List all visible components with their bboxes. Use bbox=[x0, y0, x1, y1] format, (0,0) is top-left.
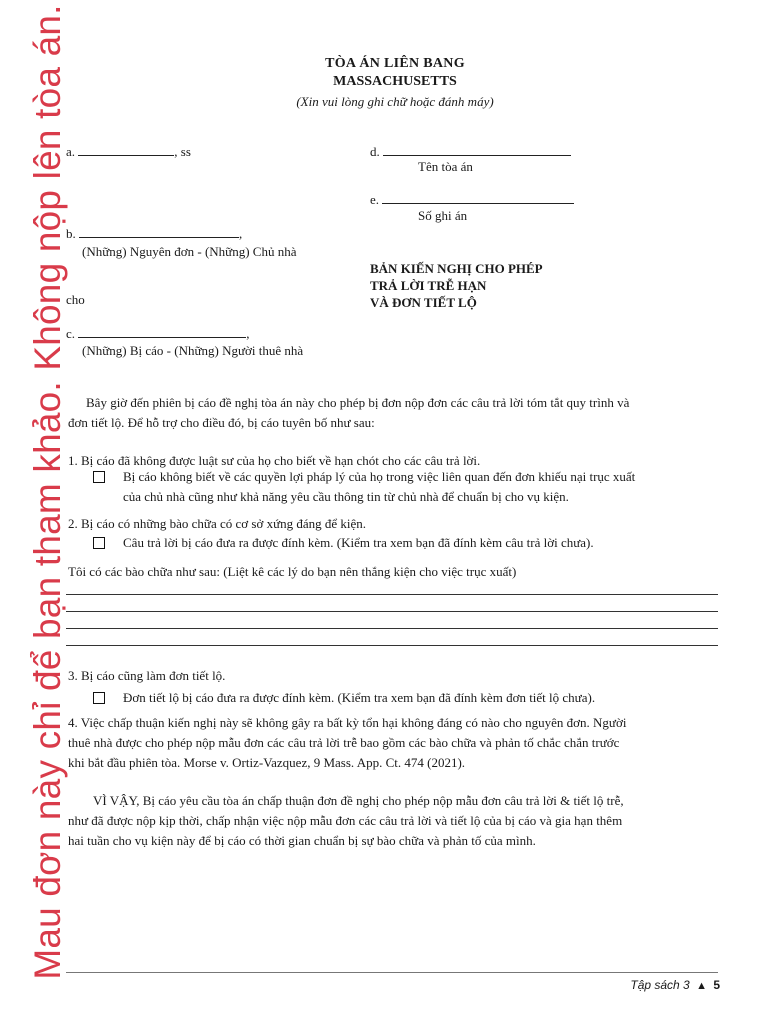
footer-booklet-label: Tập sách 3 bbox=[630, 978, 690, 992]
court-line bbox=[370, 144, 571, 160]
intro-paragraph bbox=[68, 393, 728, 433]
docket-line bbox=[370, 192, 574, 208]
defendant-suffix: , bbox=[246, 326, 250, 341]
header-note: (Xin vui lòng ghi chữ hoặc đánh máy) bbox=[296, 94, 494, 109]
plaintiff-desc: (Những) Nguyên đơn - (Những) Chủ nhà bbox=[82, 244, 297, 259]
court-label: d. bbox=[370, 144, 380, 159]
item-4-line-1: 4. Việc chấp thuận kiến nghị này sẽ không gây ra bất kỳ tổn hại không đáng có nào cho nguyên đơn. Người bbox=[68, 715, 627, 730]
docket-label: e. bbox=[370, 192, 380, 207]
conclusion-line-2: như đã được nộp kịp thời, chấp nhận việc nộp mẫu đơn các câu trả lời và tiết lộ của bị cáo và gia hạn thêm bbox=[68, 813, 623, 828]
document-title-line-2: TRẢ LỜI TRỄ HẠN bbox=[370, 278, 487, 293]
conclusion-line-1: VÌ VẬY, Bị cáo yêu cầu tòa án chấp thuận đơn đề nghị cho phép nộp mẫu đơn câu trả lời & tiết lộ trễ, bbox=[93, 793, 624, 808]
item-2-heading: 2. Bị cáo có những bào chữa có cơ sở xứng đáng để kiện. bbox=[68, 516, 367, 531]
defense-line-4[interactable] bbox=[66, 645, 718, 646]
county-line bbox=[66, 144, 191, 160]
item-1-heading: 1. Bị cáo đã không được luật sư của họ cho biết về hạn chót cho các câu trả lời. bbox=[68, 453, 481, 468]
item-3-checkbox[interactable] bbox=[93, 692, 105, 704]
document-title-line-3: VÀ ĐƠN TIẾT LỘ bbox=[370, 295, 477, 310]
plaintiff-suffix: , bbox=[239, 226, 243, 241]
defendant-label: c. bbox=[66, 326, 76, 341]
county-suffix: , ss bbox=[174, 144, 191, 159]
county-field[interactable] bbox=[78, 144, 174, 156]
conclusion-line-3: hai tuần cho vụ kiện này để bị cáo có thời gian chuẩn bị sự bào chữa và phản tố của mình. bbox=[68, 833, 536, 848]
document-title-line-1: BẢN KIẾN NGHỊ CHO PHÉP bbox=[370, 261, 543, 276]
item-1-checkbox[interactable] bbox=[93, 471, 105, 483]
item-4-line-2: thuê nhà được cho phép nộp mẫu đơn các câu trả lời trễ bao gồm các bào chữa và phản tố chắc chắn trước bbox=[68, 735, 620, 750]
footer bbox=[630, 978, 720, 992]
item-2-checkbox[interactable] bbox=[93, 537, 105, 549]
defendant-line bbox=[66, 326, 250, 342]
item-1-check-line-1: Bị cáo không biết về các quyền lợi pháp lý của họ trong việc liên quan đến đơn khiếu nại trục xuất bbox=[123, 469, 636, 484]
item-3-check-text: Đơn tiết lộ bị cáo đưa ra được đính kèm. (Kiểm tra xem bạn đã đính kèm đơn tiết lộ chưa). bbox=[123, 690, 596, 705]
watermark-text: Mau đơn này chỉ để bạn tham khảo. Không nộp lên tòa án. bbox=[27, 4, 68, 980]
item-1-check-line-2: của chủ nhà cũng như khả năng yêu cầu thông tin từ chủ nhà để chuẩn bị cho vụ kiện. bbox=[123, 489, 569, 504]
item-2-check-text: Câu trả lời bị cáo đưa ra được đính kèm. (Kiểm tra xem bạn đã đính kèm câu trả lời chưa). bbox=[123, 535, 594, 550]
plaintiff-label: b. bbox=[66, 226, 76, 241]
defense-line-3[interactable] bbox=[66, 628, 718, 629]
conclusion-paragraph bbox=[68, 791, 728, 851]
court-state: MASSACHUSETTS bbox=[333, 74, 457, 89]
defense-line-2[interactable] bbox=[66, 611, 718, 612]
docket-desc: Số ghi án bbox=[418, 208, 468, 223]
defense-line-1[interactable] bbox=[66, 594, 718, 595]
plaintiff-line bbox=[66, 226, 242, 242]
page-number: 5 bbox=[713, 978, 720, 992]
triangle-icon: ▲ bbox=[696, 980, 707, 992]
footer-divider bbox=[66, 972, 718, 973]
versus-label: cho bbox=[66, 292, 85, 307]
intro-line-1: Bây giờ đến phiên bị cáo đề nghị tòa án này cho phép bị đơn nộp đơn các câu trả lời tóm tắt quy trình và bbox=[86, 395, 630, 410]
court-field[interactable] bbox=[383, 144, 571, 156]
item-4-line-3: khi bắt đầu phiên tòa. Morse v. Ortiz-Vazquez, 9 Mass. App. Ct. 474 (2021). bbox=[68, 755, 466, 770]
item-3-heading: 3. Bị cáo cũng làm đơn tiết lộ. bbox=[68, 668, 226, 683]
item-4-paragraph bbox=[68, 713, 728, 773]
court-name: TÒA ÁN LIÊN BANG bbox=[325, 56, 465, 71]
item-1-check-text bbox=[123, 467, 635, 507]
defenses-label: Tôi có các bào chữa như sau: (Liệt kê các lý do bạn nên thắng kiện cho việc trục xuất) bbox=[68, 564, 517, 579]
defendant-field[interactable] bbox=[78, 326, 246, 338]
docket-field[interactable] bbox=[382, 192, 574, 204]
document-title bbox=[370, 260, 543, 311]
court-desc: Tên tòa án bbox=[418, 159, 473, 174]
intro-line-2: đơn tiết lộ. Để hỗ trợ cho điều đó, bị cáo tuyên bố như sau: bbox=[68, 415, 375, 430]
plaintiff-field[interactable] bbox=[79, 226, 239, 238]
county-label: a. bbox=[66, 144, 76, 159]
defendant-desc: (Những) Bị cáo - (Những) Người thuê nhà bbox=[82, 343, 304, 358]
